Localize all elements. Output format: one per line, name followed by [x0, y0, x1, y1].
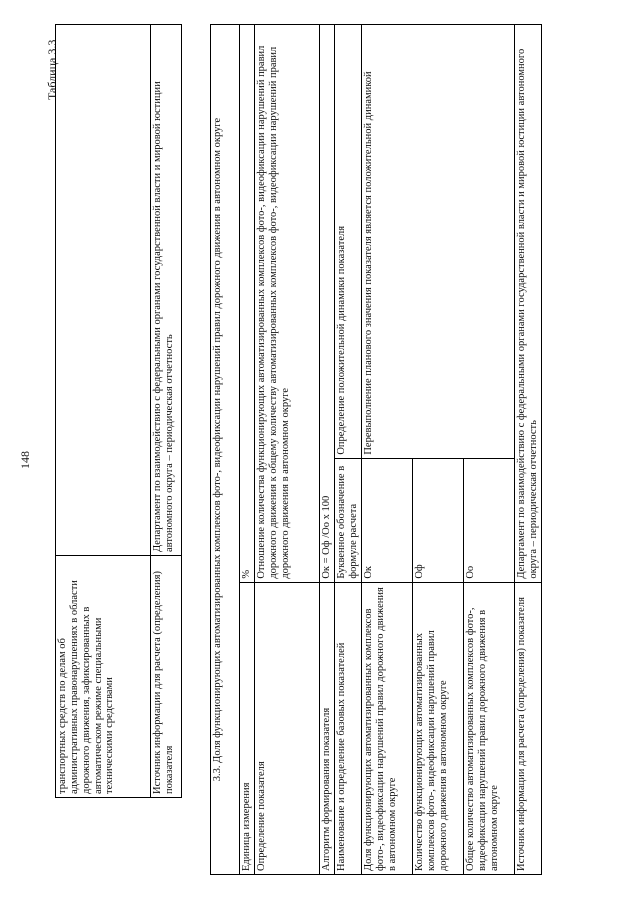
table-cell: Источник информации для расчета (определения) показателя [151, 556, 182, 798]
table-cell: Оф [413, 458, 464, 582]
table-cell: Ок = Оф /Оо х 100 [320, 25, 335, 583]
main-table [210, 24, 542, 875]
table-row [56, 25, 151, 798]
table-cell: транспортных средств по делам об административных правонарушениях в области дорожного движения, зафиксированных в автоматическом режиме специальными техническими средствами [56, 556, 151, 798]
table-cell: Доля функционирующих автоматизированных комплексов фото-, видеофиксации нарушений правил дорожного движения в автономном округе [362, 582, 413, 874]
table-row [151, 25, 182, 798]
table-caption: Таблица 3.3 [45, 39, 59, 100]
table-cell: Источник информации для расчета (определения) показателя [515, 582, 542, 874]
table-cell: Ок [362, 458, 413, 582]
table-cell [56, 25, 151, 556]
table-cell: Единица измерения [240, 582, 255, 874]
table-cell: Департамент по взаимодействию с федеральными органами государственной власти и мировой юстиции автономного округа – периодическая отчетность [151, 25, 182, 556]
table-cell: Отношение количества функционирующих автоматизированных комплексов фото-, видеофиксации нарушений правил дорожного движения к общему количеству автоматизированных комплексов фото-, видеофиксации нарушений правил дорожного движения в автономном округе [255, 25, 320, 583]
table-cell: Перевыполнение планового значения показателя является положительной динамикой [362, 25, 515, 459]
table-row [335, 25, 362, 875]
table-cell: Общее количество автоматизированных комплексов фото-, видеофиксации нарушений правил дорожного движения в автономном округе [464, 582, 515, 874]
table-cell: Оо [464, 458, 515, 582]
table-cell: Департамент по взаимодействию с федеральными органами государственной власти и мировой юстиции автономного округа – периодическая отчетность [515, 25, 542, 583]
table-row [211, 25, 240, 875]
table-cell: Определение показателя [255, 582, 320, 874]
table-row [255, 25, 320, 875]
table-row [240, 25, 255, 875]
table-row [515, 25, 542, 875]
top-table [55, 24, 182, 798]
table-cell: Алгоритм формирования показателя [320, 582, 335, 874]
page-number: 148 [18, 451, 32, 469]
table-cell: Наименование и определение базовых показателей [335, 582, 362, 874]
table-cell: Определение положительной динамики показателя [335, 25, 362, 459]
table-cell: % [240, 25, 255, 583]
table-header: 3.3. Доля функционирующих автоматизированных комплексов фото-, видеофиксации нарушений правил дорожного движения в автономном округе [211, 25, 240, 875]
table-cell: Количество функционирующих автоматизированных комплексов фото-, видеофиксации нарушений правил дорожного движения в автономном округе [413, 582, 464, 874]
table-row [362, 25, 413, 875]
table-row [320, 25, 335, 875]
table-cell: Буквенное обозначение в формуле расчета [335, 458, 362, 582]
